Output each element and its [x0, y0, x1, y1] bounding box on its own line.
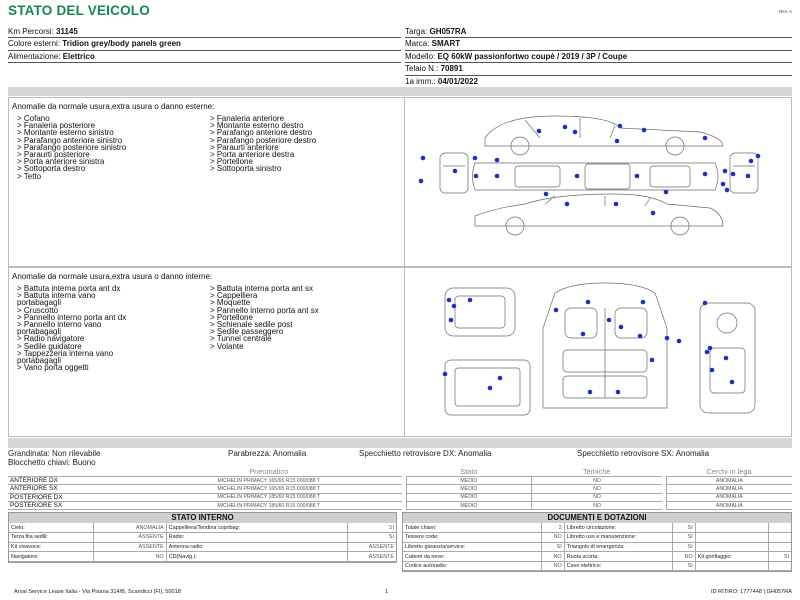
damage-marker	[731, 172, 736, 177]
damage-marker	[616, 390, 621, 395]
interior.col2-item: > Tunnel centrale	[210, 334, 272, 344]
documenti-label: Libretto uso e manutenzione:	[564, 533, 672, 543]
damage-marker	[581, 332, 586, 337]
damage-marker	[495, 158, 500, 163]
damage-marker	[710, 368, 715, 373]
exterior.col1-item: > Sottoporta destro	[17, 164, 86, 174]
interior.col1-item: > Battuta interna porta ant dx	[17, 284, 121, 293]
damage-marker	[563, 125, 568, 130]
stato-header: Stato	[406, 467, 532, 477]
tyre-cerchi-cell: ANOMALIA	[666, 485, 792, 493]
tyre-tyre-cell: MICHELIN PRIMACY 185/60 R15 000/088 T	[136, 501, 402, 509]
damage-marker	[474, 174, 479, 179]
exterior.col2-item: > Sottoporta sinistro	[210, 164, 282, 174]
damage-marker	[677, 339, 682, 344]
interior.col1-item: > Radio navigatore	[17, 334, 85, 344]
brand-row: Marca: SMART	[405, 38, 792, 50]
footer-company: Arval Service Lease Italia - Via Pisana 314/B, Scandicci (FI), 50018	[14, 589, 181, 595]
tyre-tyre-cell: MICHELIN PRIMACY 165/65 R15 000/088 T	[136, 485, 402, 493]
tyre-header: Pneumatico	[136, 467, 402, 477]
damage-marker	[703, 172, 708, 177]
damage-marker	[421, 156, 426, 161]
tyre-temiche-cell: NO	[532, 493, 662, 501]
damage-marker	[447, 298, 452, 303]
interior.col1-item: > Sedile guidatore	[17, 341, 82, 351]
exterior.col1-item: > Montante esterno sinistro	[17, 128, 114, 138]
documenti-value	[768, 533, 791, 543]
fuel-value: Elettrico	[62, 51, 95, 61]
mirror-sx-status: Specchietto retrovisore SX: Anomalia	[577, 449, 710, 458]
colour-value: Tridion grey/body panels green	[62, 39, 181, 49]
tyre-temiche-cell: NO	[532, 501, 662, 509]
chassis-row: Telaio N.: 70891	[405, 63, 792, 75]
plate-value: GH057RA	[429, 27, 467, 36]
exterior.col1-item: > Tetto	[17, 171, 42, 181]
interior.col1-item: portabagagli	[17, 356, 62, 366]
stato-interno-row	[9, 523, 396, 533]
documenti-value	[768, 523, 791, 533]
damage-marker	[498, 376, 503, 381]
documenti-value: SI	[673, 561, 696, 571]
tyre-row	[8, 501, 792, 509]
exterior.col2-item: > Parafango posteriore destro	[210, 135, 317, 145]
separator-band-3	[8, 438, 792, 448]
revision-label: Rev. A	[779, 9, 792, 14]
damage-marker	[642, 128, 647, 133]
damage-marker	[573, 130, 578, 135]
stato-interno-label: Radio:	[166, 533, 347, 543]
documenti-label: Libretto garanzia/service:	[403, 542, 542, 552]
documenti-label: Triangolo di emergenza:	[564, 542, 672, 552]
damage-marker	[554, 308, 559, 313]
registration-value: 04/01/2022	[437, 76, 478, 86]
documenti-label: Totale chiavi:	[403, 523, 542, 533]
damage-marker	[708, 346, 713, 351]
colour-row: Colore esterni: Tridion grey/body panels green	[8, 38, 401, 50]
interior.col1-item: portabagagli	[17, 327, 62, 337]
documenti-label	[695, 542, 768, 552]
damage-marker	[635, 174, 640, 179]
exterior.col2-item: > Montante esterno destro	[210, 121, 304, 131]
damage-marker	[665, 336, 670, 341]
exterior.col1-item: > Parafango anteriore sinistro	[17, 135, 123, 145]
documenti-value	[768, 542, 791, 552]
damage-marker	[452, 304, 457, 309]
damage-marker	[721, 182, 726, 187]
damage-marker	[586, 300, 591, 305]
interior.col1-item: > Tappezzeria interna vano	[17, 348, 114, 358]
damage-marker	[756, 154, 761, 159]
exterior-diagram-panel	[404, 98, 793, 266]
damage-marker	[724, 356, 729, 361]
stato-interno-value: ASSENTE	[94, 533, 167, 543]
damage-marker	[565, 202, 570, 207]
plate-row: Targa: GH057RA	[405, 26, 792, 38]
damage-marker	[703, 136, 708, 141]
documenti-row	[403, 542, 791, 552]
damage-marker	[468, 298, 473, 303]
tyre-row	[8, 485, 792, 493]
damage-marker	[703, 301, 708, 306]
damage-marker	[453, 169, 458, 174]
documenti-value: 2	[542, 523, 565, 533]
documenti-label: Ruota scorta:	[564, 552, 672, 562]
damage-marker	[419, 179, 424, 184]
damage-marker	[449, 318, 454, 323]
exterior.col2-item: > Porta anteriore destra	[210, 150, 295, 160]
documenti-label	[695, 523, 768, 533]
documenti-value	[768, 561, 791, 571]
damage-marker	[488, 386, 493, 391]
stato-interno-label: Terza fila sedili:	[9, 533, 94, 543]
documenti-label: Tessere code:	[403, 533, 542, 543]
exterior.col1-item: > Cofano	[17, 114, 50, 123]
fuel-row: Alimentazione: Elettrico	[8, 51, 401, 63]
stato-interno-value: ANOMALIA	[94, 523, 167, 533]
damage-marker	[651, 211, 656, 216]
model-value: EQ 60kW passionfortwo coupè / 2019 / 3P / Coupe	[437, 51, 628, 61]
exterior-list-panel	[9, 98, 402, 266]
tyre-stato-cell: MEDIO	[406, 501, 532, 509]
tyre-stato-cell: MEDIO	[406, 485, 532, 493]
damage-marker	[705, 350, 710, 355]
exterior-list-col1	[17, 115, 126, 180]
damage-marker	[723, 169, 728, 174]
stato-interno-row	[9, 533, 396, 543]
documenti-title: DOCUMENTI E DOTAZIONI	[403, 513, 791, 523]
tyre-cerchi-cell: ANOMALIA	[666, 501, 792, 509]
interior.col1-item: portabagagli	[17, 298, 62, 308]
tyre-cerchi-cell: ANOMALIA	[666, 493, 792, 501]
damage-marker	[619, 325, 624, 330]
damage-marker	[537, 129, 542, 134]
interior.col2-item: > Cappelliera	[210, 291, 258, 301]
interior-list-col1	[17, 285, 126, 371]
documenti-label: Libretto circolazione:	[564, 523, 672, 533]
model-row: Modello: EQ 60kW passionfortwo coupè / 2019 / 3P / Coupe	[405, 51, 792, 63]
tyre-cerchi-cell: ANOMALIA	[666, 477, 792, 485]
documenti-value: SI	[768, 552, 791, 562]
temiche-header: Temiche	[532, 467, 662, 477]
documenti-row	[403, 523, 791, 533]
damage-marker	[618, 124, 623, 129]
brand-value: SMART	[431, 39, 461, 49]
damage-marker	[638, 334, 643, 339]
tyres-table	[8, 467, 792, 510]
interior.col1-item: > Battuta interna vano	[17, 291, 96, 301]
exterior-title: Anomalie da normale usura,extra usura o danno esterne:	[12, 102, 215, 111]
document-title: STATO DEL VEICOLO	[8, 3, 150, 18]
interior-diagram-panel	[404, 268, 793, 436]
tyre-pos-cell: POSTERIORE SX	[8, 501, 136, 509]
interior-damage-markers	[443, 298, 735, 395]
stato-interno-value: SI	[348, 533, 396, 543]
interior.col2-item: > Sedile passeggero	[210, 327, 284, 337]
damage-marker	[615, 139, 620, 144]
damage-marker	[614, 202, 619, 207]
stato-interno-box	[8, 512, 397, 563]
interior.col1-item: > Cruscotto	[17, 305, 59, 315]
documenti-label: Cavo elettrico:	[564, 561, 672, 571]
stato-interno-label: Kit vivavoce:	[9, 542, 94, 552]
mirror-dx-status: Specchietto retrovisore DX: Anomalia	[359, 449, 492, 458]
interior-list-col2	[210, 285, 319, 350]
stato-interno-row	[9, 552, 396, 562]
exterior-list-col2	[210, 115, 316, 173]
interior-damage-section	[8, 267, 792, 437]
interior.col2-item: > Portellone	[210, 312, 253, 322]
damage-marker	[664, 190, 669, 195]
stato-interno-value: ASSENTE	[348, 542, 396, 552]
damage-marker	[607, 318, 612, 323]
documenti-label: Catene da neve:	[403, 552, 542, 562]
grandinata-status: Grandinata: Non rilevabile	[8, 449, 101, 458]
interior.col2-item: > Battuta interna porta ant sx	[210, 284, 313, 293]
damage-marker	[544, 192, 549, 197]
stato-interno-value: ASSENTE	[348, 552, 396, 562]
tyre-pos-cell: ANTERIORE SX	[8, 485, 136, 493]
documenti-value: NO	[542, 561, 565, 571]
exterior-car-diagram	[405, 98, 794, 268]
documenti-value: NO	[542, 533, 565, 543]
vehicle-info-right	[405, 26, 792, 88]
interior-list-panel	[9, 268, 402, 436]
damage-marker	[443, 372, 448, 377]
tyre-tyre-cell: MICHELIN PRIMACY 165/65 R15 000/088 T	[136, 477, 402, 485]
cerchi-header: Cerchi in lega	[666, 467, 792, 477]
tyre-temiche-cell: NO	[532, 485, 662, 493]
stato-interno-title: STATO INTERNO	[9, 513, 396, 523]
exterior.col2-item: > Fanaleria anteriore	[210, 114, 285, 123]
documenti-label: Kit gonfiaggio:	[695, 552, 768, 562]
exterior.col1-item: > Fanaleria posteriore	[17, 121, 96, 131]
tyre-stato-cell: MEDIO	[406, 493, 532, 501]
tyre-row	[8, 493, 792, 501]
interior.col1-item: > Pannello interno porta ant dx	[17, 312, 127, 322]
documenti-box	[402, 512, 792, 572]
interior.col1-item: > Pannello interno vano	[17, 320, 102, 330]
exterior-damage-section	[8, 97, 792, 267]
exterior.col2-item: > Paraurti anteriore	[210, 142, 279, 152]
documenti-value: SI	[673, 542, 696, 552]
tyre-pos-cell: ANTERIORE DX	[8, 477, 136, 485]
documenti-label: Codice autoradio:	[403, 561, 542, 571]
interior.col2-item: > Volante	[210, 341, 244, 351]
stato-interno-label: Antenna radio:	[166, 542, 347, 552]
interior.col2-item: > Schienale sedile post	[210, 320, 293, 330]
damage-marker	[575, 174, 580, 179]
exterior.col1-item: > Parafango posteriore sinistro	[17, 142, 127, 152]
vehicle-info-left	[8, 26, 401, 63]
documenti-value: NO	[673, 552, 696, 562]
documenti-label	[695, 533, 768, 543]
damage-marker	[749, 159, 754, 164]
tyre-temiche-cell: NO	[532, 477, 662, 485]
km-value: 31145	[56, 27, 78, 36]
separator-band	[8, 87, 792, 96]
documenti-value: SI	[673, 523, 696, 533]
stato-interno-label: Cappelliera/Tendina copribag:	[166, 523, 347, 533]
damage-marker	[588, 390, 593, 395]
stato-interno-value: SI	[348, 523, 396, 533]
stato-interno-row	[9, 542, 396, 552]
documenti-row	[403, 552, 791, 562]
damage-marker	[725, 188, 730, 193]
documenti-row	[403, 533, 791, 543]
exterior.col1-item: > Porta anteriore sinistra	[17, 157, 105, 167]
documenti-value: SI	[673, 533, 696, 543]
stato-interno-label: Navigatore:	[9, 552, 94, 562]
stato-interno-value: ASSENTE	[94, 542, 167, 552]
interior.col2-item: > Moquette	[210, 298, 251, 308]
exterior.col2-item: > Parafango anteriore destro	[210, 128, 313, 138]
damage-marker	[641, 300, 646, 305]
interior-title: Anomalie da normale usura,extra usura o danno interne:	[12, 272, 213, 281]
chassis-value: 70891	[440, 64, 463, 74]
tyre-stato-cell: MEDIO	[406, 477, 532, 485]
damage-marker	[495, 174, 500, 179]
stato-interno-label: Cielo:	[9, 523, 94, 533]
documenti-value: SI	[542, 542, 565, 552]
key-block-status: Blocchetto chiavi: Buono	[8, 457, 96, 467]
tyre-pos-cell: POSTERIORE DX	[8, 493, 136, 501]
documenti-label	[695, 561, 768, 571]
parabrezza-status: Parabrezza: Anomalia	[228, 449, 307, 458]
tyre-row	[8, 477, 792, 485]
interior.col2-item: > Pannello interno porta ant sx	[210, 305, 319, 315]
damage-marker	[746, 174, 751, 179]
tyre-tyre-cell: MICHELIN PRIMACY 185/60 R15 000/088 T	[136, 493, 402, 501]
damage-marker	[650, 358, 655, 363]
stato-interno-value: NO	[94, 552, 167, 562]
interior.col1-item: > Vano porta oggetti	[17, 363, 89, 373]
exterior.col1-item: > Paraurti posteriore	[17, 150, 90, 160]
km-row: Km Percorsi: 31145	[8, 26, 401, 38]
documenti-row	[403, 561, 791, 571]
footer-page: 1	[385, 589, 389, 595]
registration-row: 1a imm.: 04/01/2022	[405, 76, 792, 88]
damage-marker	[730, 380, 735, 385]
damage-marker	[473, 156, 478, 161]
exterior-damage-markers	[419, 124, 761, 216]
stato-interno-label: CD(Navig.):	[166, 552, 347, 562]
footer-ref: ID RITIRO: 1777448 | GH057RA	[710, 589, 792, 595]
documenti-value: NO	[542, 552, 565, 562]
interior-car-diagram	[405, 268, 794, 438]
exterior.col2-item: > Portellone	[210, 157, 253, 167]
